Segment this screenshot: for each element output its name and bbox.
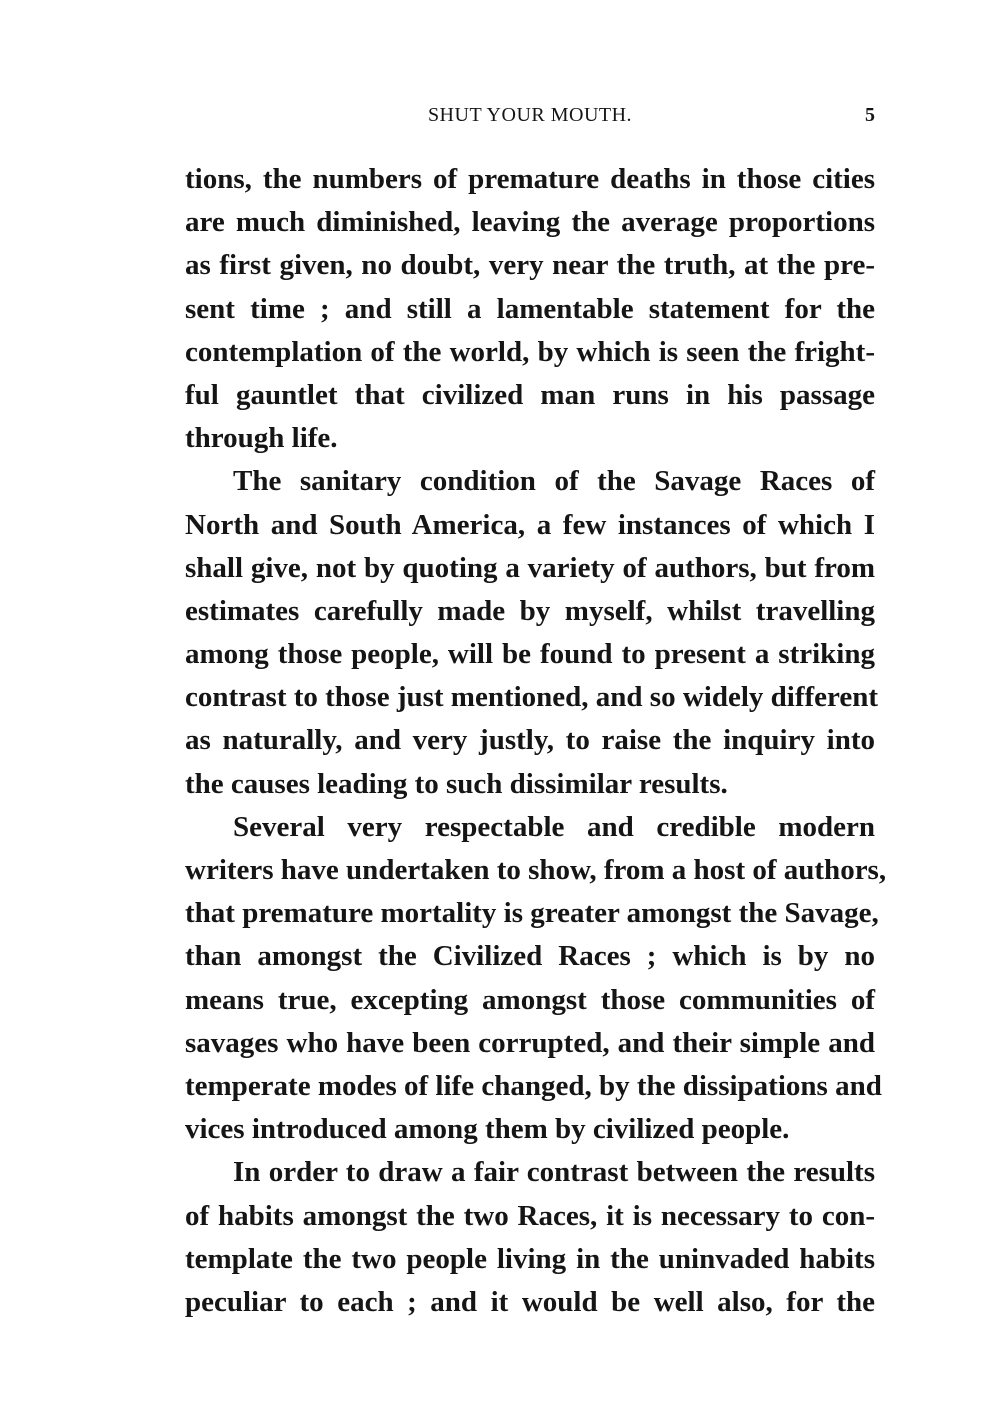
text-line: estimates carefully made by myself, whilst travelling (185, 594, 875, 627)
text-line: among those people, will be found to present a striking (185, 638, 875, 671)
paragraph-2 (185, 460, 879, 806)
text-line: In order to draw a fair contrast between the results (233, 1156, 875, 1189)
text-line: as naturally, and very justly, to raise the inquiry into (185, 724, 875, 757)
running-header (185, 104, 875, 134)
text-line: than amongst the Civilized Races ; which is by no (185, 940, 875, 973)
text-line: through life. (185, 422, 338, 455)
paragraph-4 (185, 1151, 875, 1324)
text-line: savages who have been corrupted, and their simple and (185, 1026, 875, 1059)
text-line: writers have undertaken to show, from a host of authors, (185, 854, 887, 886)
text-line: tions, the numbers of premature deaths in those cities (185, 163, 875, 195)
text-line: of habits amongst the two Races, it is necessary to con- (185, 1199, 875, 1232)
text-line: contemplation of the world, by which is seen the fright- (185, 335, 875, 368)
text-line: peculiar to each ; and it would be well also, for the (185, 1285, 875, 1318)
text-line: Several very respectable and credible modern (233, 810, 875, 843)
body-text (185, 158, 887, 1324)
text-line: the causes leading to such dissimilar results. (185, 767, 728, 800)
text-line: shall give, not by quoting a variety of authors, but from (185, 551, 875, 584)
text-line: North and South America, a few instances of which I (185, 508, 875, 541)
text-line: means true, excepting amongst those communities of (185, 983, 875, 1016)
text-line: template the two people living in the uninvaded habits (185, 1242, 875, 1275)
text-line: temperate modes of life changed, by the dissipations and (185, 1069, 882, 1102)
text-line: The sanitary condition of the Savage Races of (233, 465, 875, 498)
text-line: are much diminished, leaving the average proportions (185, 206, 875, 239)
text-line: as first given, no doubt, very near the truth, at the pre- (185, 249, 875, 282)
text-line: ful gauntlet that civilized man runs in his passage (185, 378, 875, 411)
running-title: SHUT YOUR MOUTH. (427, 104, 633, 126)
text-line: contrast to those just mentioned, and so widely different (185, 681, 879, 714)
text-line: sent time ; and still a lamentable statement for the (185, 292, 875, 325)
text-line: vices introduced among them by civilized people. (185, 1113, 790, 1146)
page-number: 5 (865, 104, 875, 126)
paragraph-3 (185, 806, 887, 1152)
paragraph-1 (185, 158, 875, 460)
text-line: that premature mortality is greater amongst the Savage, (185, 897, 879, 930)
